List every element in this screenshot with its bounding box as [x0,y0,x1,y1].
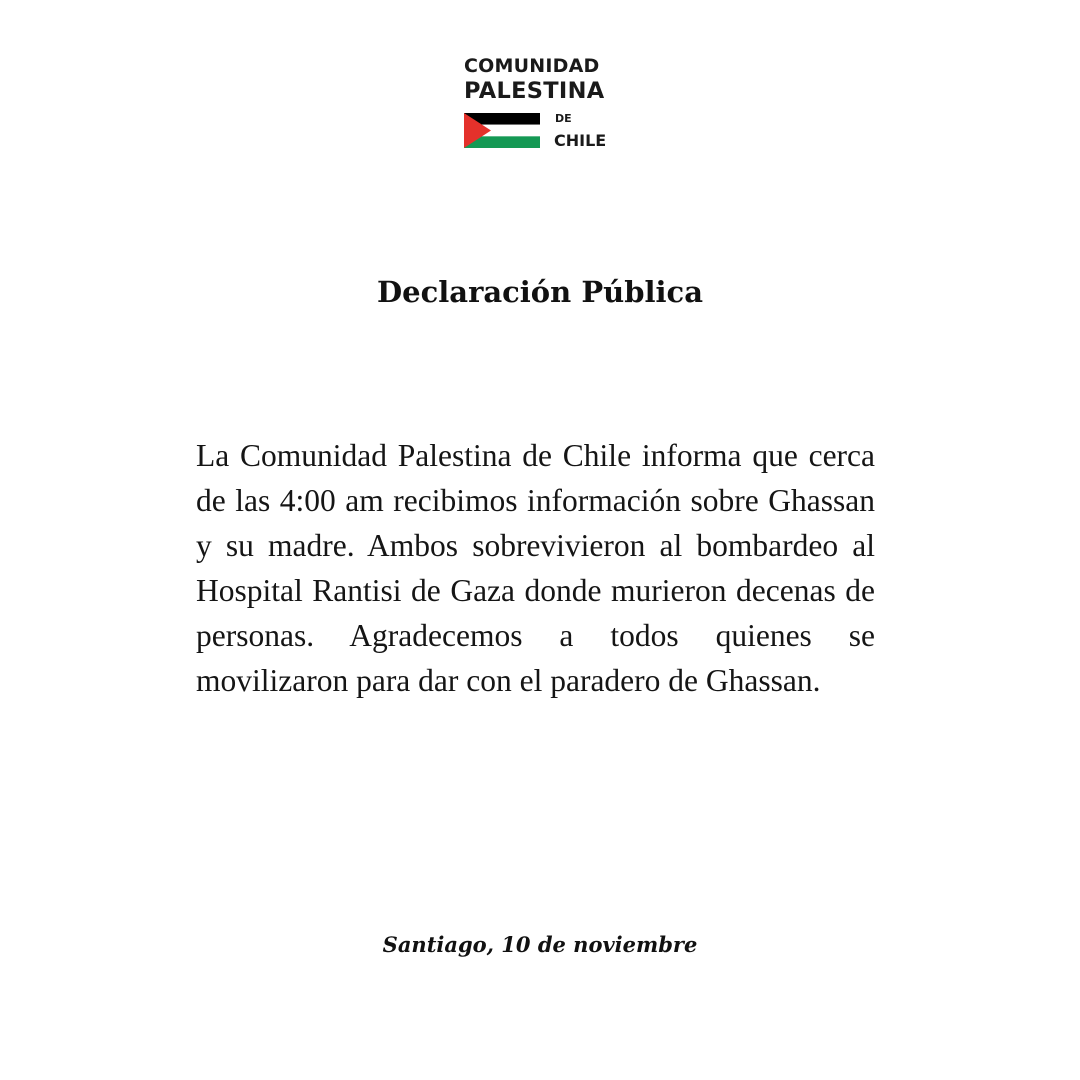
organization-logo [464,56,624,156]
logo-text-de: DE [555,112,572,125]
place-date-signature: Santiago, 10 de noviembre [382,932,698,957]
logo-text-palestina: PALESTINA [464,78,605,104]
page-title: Declaración Pública [377,275,703,309]
palestine-flag-icon [464,113,540,148]
logo-text-chile: CHILE [554,131,607,150]
statement-body: La Comunidad Palestina de Chile informa que cerca de las 4:00 am recibimos información sobre Ghassan y su madre. Ambos sobrevivieron al bombardeo al Hospital Rantisi de Gaza donde murieron decenas de personas. Agradecemos a todos quienes se movilizaron para dar con el paradero de Ghassan. [196,438,875,698]
logo-text-comunidad: COMUNIDAD [464,55,600,77]
